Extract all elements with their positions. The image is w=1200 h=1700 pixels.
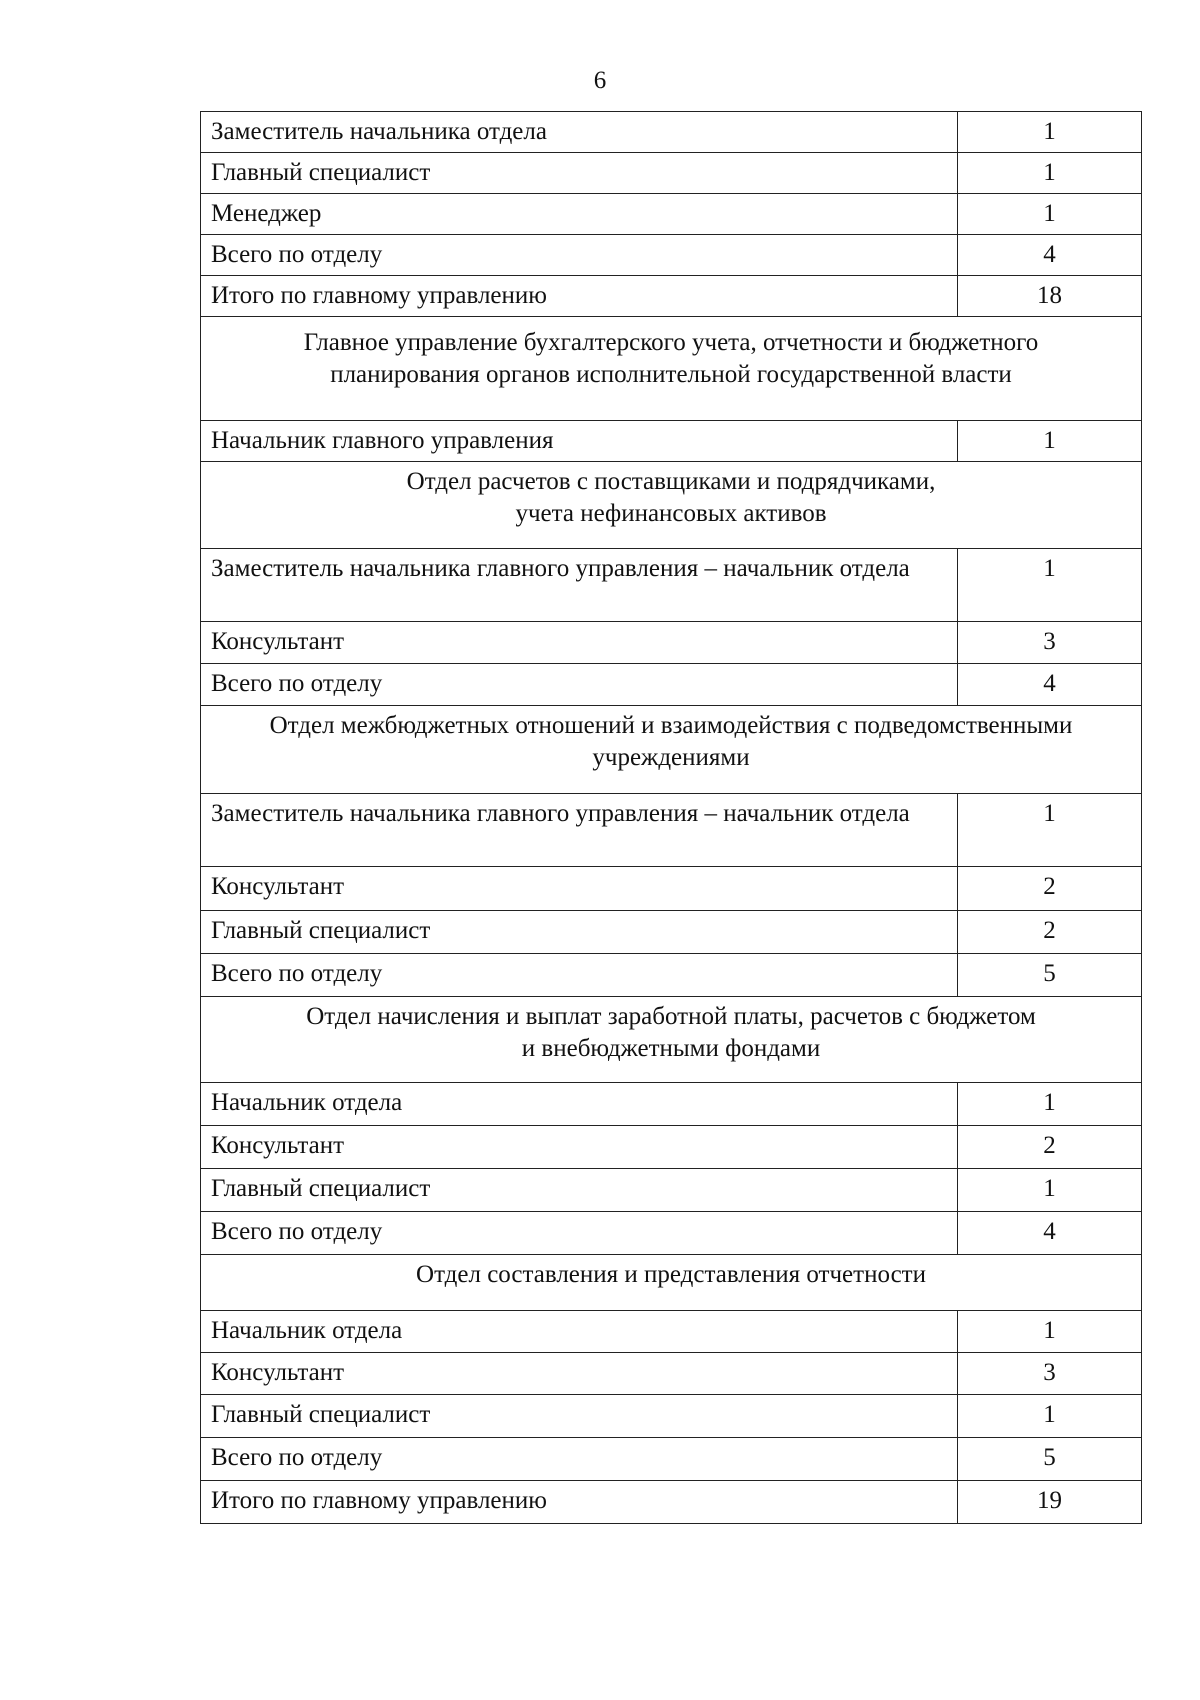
table-row [201, 1212, 1142, 1255]
table-row [201, 276, 1142, 317]
table-row [201, 112, 1142, 153]
position-cell: Всего по отделу [201, 1438, 958, 1481]
table-row [201, 1083, 1142, 1126]
section-header-line: и внебюджетными фондами [521, 1035, 821, 1062]
position-cell: Консультант [201, 622, 958, 664]
count-cell: 4 [958, 1212, 1142, 1255]
position-cell: Менеджер [201, 194, 958, 235]
section-header-row [201, 997, 1142, 1083]
position-cell: Начальник отдела [201, 1083, 958, 1126]
section-header-line: Отдел расчетов с поставщиками и подрядчиками, [406, 468, 936, 495]
position-cell: Главный специалист [201, 1395, 958, 1438]
section-header-line: планирования органов исполнительной государственной власти [330, 361, 1012, 388]
table-row [201, 153, 1142, 194]
position-cell: Всего по отделу [201, 954, 958, 997]
table-row [201, 194, 1142, 235]
section-header-row [201, 317, 1142, 421]
section-header-line: учета нефинансовых активов [515, 500, 827, 527]
position-cell: Начальник отдела [201, 1311, 958, 1353]
count-cell: 4 [958, 235, 1142, 276]
table-row [201, 549, 1142, 622]
table-row [201, 1353, 1142, 1395]
count-cell: 2 [958, 911, 1142, 954]
position-cell: Консультант [201, 1126, 958, 1169]
section-header [201, 706, 1142, 794]
count-cell: 18 [958, 276, 1142, 317]
table-row [201, 421, 1142, 462]
count-cell: 2 [958, 867, 1142, 911]
section-header [201, 1255, 1142, 1311]
position-cell: Начальник главного управления [201, 421, 958, 462]
position-cell: Итого по главному управлению [201, 276, 958, 317]
position-cell: Итого по главному управлению [201, 1481, 958, 1524]
count-cell: 1 [958, 1395, 1142, 1438]
position-cell: Всего по отделу [201, 235, 958, 276]
position-cell: Консультант [201, 1353, 958, 1395]
table-row [201, 867, 1142, 911]
count-cell: 3 [958, 622, 1142, 664]
count-cell: 3 [958, 1353, 1142, 1395]
section-header [201, 317, 1142, 421]
position-cell: Консультант [201, 867, 958, 911]
count-cell: 1 [958, 112, 1142, 153]
section-header-line: Главное управление бухгалтерского учета, отчетности и бюджетного [303, 329, 1039, 356]
section-header-line: учреждениями [592, 744, 750, 771]
section-header-row [201, 462, 1142, 549]
section-header-line: Отдел межбюджетных отношений и взаимодействия с подведомственными [269, 712, 1073, 739]
table-row [201, 622, 1142, 664]
table-row [201, 954, 1142, 997]
staffing-table [200, 111, 1142, 1524]
count-cell: 1 [958, 1311, 1142, 1353]
table-row [201, 235, 1142, 276]
position-cell: Заместитель начальника главного управления – начальник отдела [201, 549, 958, 622]
count-cell: 19 [958, 1481, 1142, 1524]
position-cell: Всего по отделу [201, 664, 958, 706]
count-cell: 1 [958, 549, 1142, 622]
count-cell: 1 [958, 1083, 1142, 1126]
section-header-row [201, 1255, 1142, 1311]
position-cell: Заместитель начальника отдела [201, 112, 958, 153]
position-cell: Главный специалист [201, 153, 958, 194]
position-cell: Заместитель начальника главного управления – начальник отдела [201, 794, 958, 867]
count-cell: 1 [958, 1169, 1142, 1212]
count-cell: 1 [958, 194, 1142, 235]
position-cell: Главный специалист [201, 911, 958, 954]
table-row [201, 1438, 1142, 1481]
count-cell: 5 [958, 954, 1142, 997]
count-cell: 1 [958, 794, 1142, 867]
table-row [201, 794, 1142, 867]
table-row [201, 1126, 1142, 1169]
position-cell: Главный специалист [201, 1169, 958, 1212]
table-row [201, 1481, 1142, 1524]
section-header-row [201, 706, 1142, 794]
table-row [201, 664, 1142, 706]
table-row [201, 911, 1142, 954]
section-header [201, 462, 1142, 549]
count-cell: 5 [958, 1438, 1142, 1481]
section-header-line: Отдел составления и представления отчетности [416, 1261, 926, 1288]
table-row [201, 1395, 1142, 1438]
page-number: 6 [593, 67, 607, 94]
table-row [201, 1311, 1142, 1353]
count-cell: 1 [958, 421, 1142, 462]
table-row [201, 1169, 1142, 1212]
position-cell: Всего по отделу [201, 1212, 958, 1255]
count-cell: 4 [958, 664, 1142, 706]
count-cell: 1 [958, 153, 1142, 194]
section-header-line: Отдел начисления и выплат заработной платы, расчетов с бюджетом [306, 1003, 1036, 1030]
section-header [201, 997, 1142, 1083]
count-cell: 2 [958, 1126, 1142, 1169]
